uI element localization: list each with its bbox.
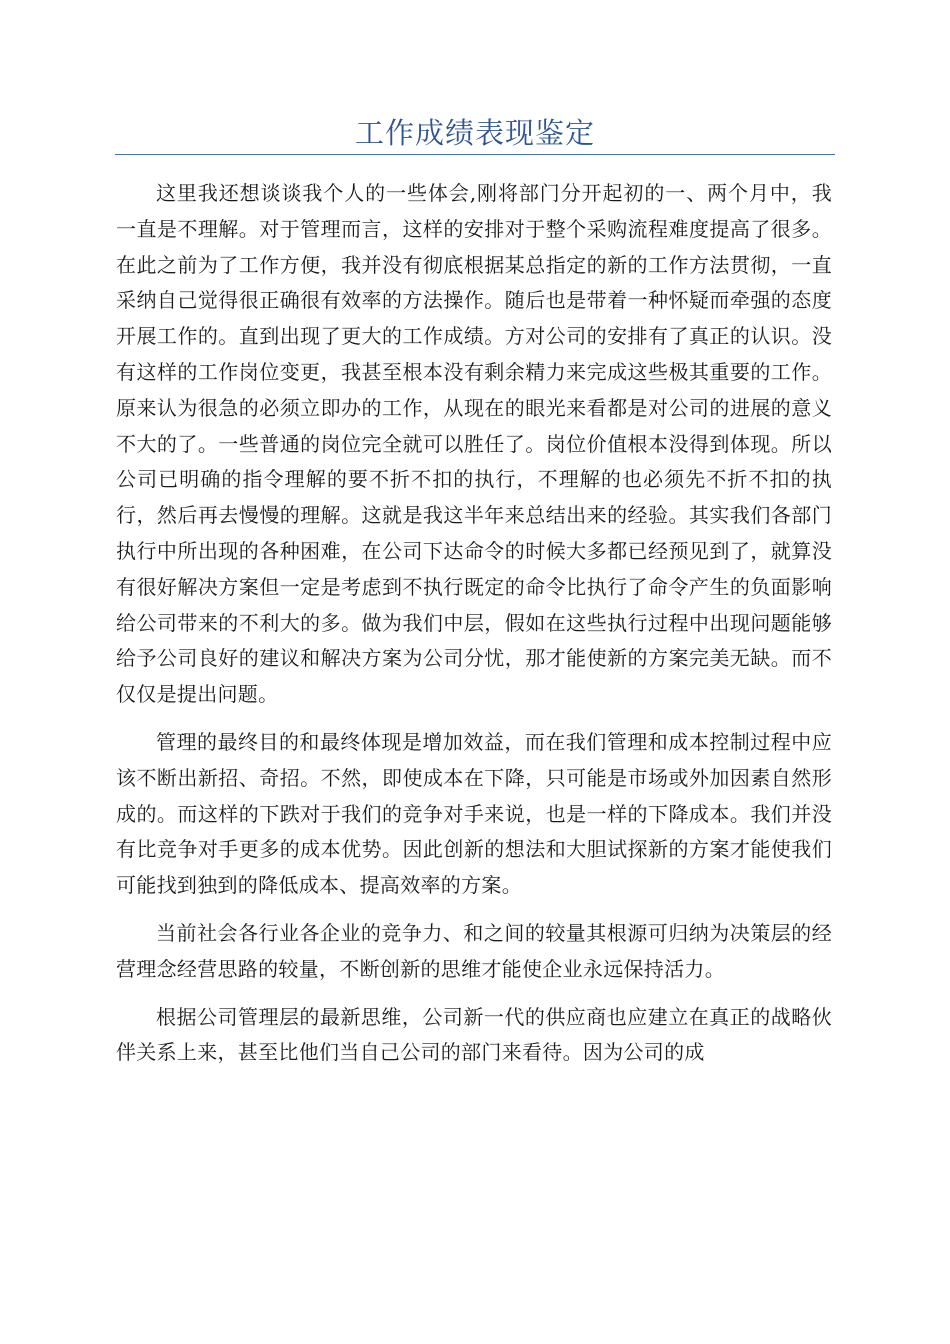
title-underline: [115, 154, 835, 155]
paragraph-2: 管理的最终目的和最终体现是增加效益，而在我们管理和成本控制过程中应该不断出新招、奇招。不然，即使成本在下降，只可能是市场或外加因素自然形成的。而这样的下跌对于我们的竞争对手来说，也是一样的下降成本。我们并没有比竞争对手更多的成本优势。因此创新的想法和大胆试探新的方案才能使我们可能找到独到的降低成本、提高效率的方案。: [116, 729, 832, 898]
paragraph-4: 根据公司管理层的最新思维，公司新一代的供应商也应建立在真正的战略伙伴关系上来，甚至比他们当自己公司的部门来看待。因为公司的成: [116, 1004, 832, 1065]
document-body: [116, 176, 832, 1083]
paragraph-3: 当前社会各行业各企业的竞争力、和之间的较量其根源可归纳为决策层的经营理念经营思路的较量，不断创新的思维才能使企业永远保持活力。: [116, 920, 832, 981]
document-title: 工作成绩表现鉴定: [354, 116, 595, 150]
paragraph-1: 这里我还想谈谈我个人的一些体会,刚将部门分开起初的一、两个月中，我一直是不理解。对于管理而言，这样的安排对于整个采购流程难度提高了很多。在此之前为了工作方便，我并没有彻底根据某总指定的新的工作方法贯彻，一直采纳自己觉得很正确很有效率的方法操作。随后也是带着一种怀疑而牵强的态度开展工作的。直到出现了更大的工作成绩。方对公司的安排有了真正的认识。没有这样的工作岗位变更，我甚至根本没有剩余精力来完成这些极其重要的工作。原来认为很急的必须立即办的工作，从现在的眼光来看都是对公司的进展的意义不大的了。一些普通的岗位完全就可以胜任了。岗位价值根本没得到体现。所以公司已明确的指令理解的要不折不扣的执行，不理解的也必须先不折不扣的执行，然后再去慢慢的理解。这就是我这半年来总结出来的经验。其实我们各部门执行中所出现的各种困难，在公司下达命令的时候大多都已经预见到了，就算没有很好解决方案但一定是考虑到不执行既定的命令比执行了命令产生的负面影响给公司带来的不利大的多。做为我们中层，假如在这些执行过程中出现问题能够给予公司良好的建议和解决方案为公司分忧，那才能使新的方案完美无缺。而不仅仅是提出问题。: [116, 181, 832, 707]
